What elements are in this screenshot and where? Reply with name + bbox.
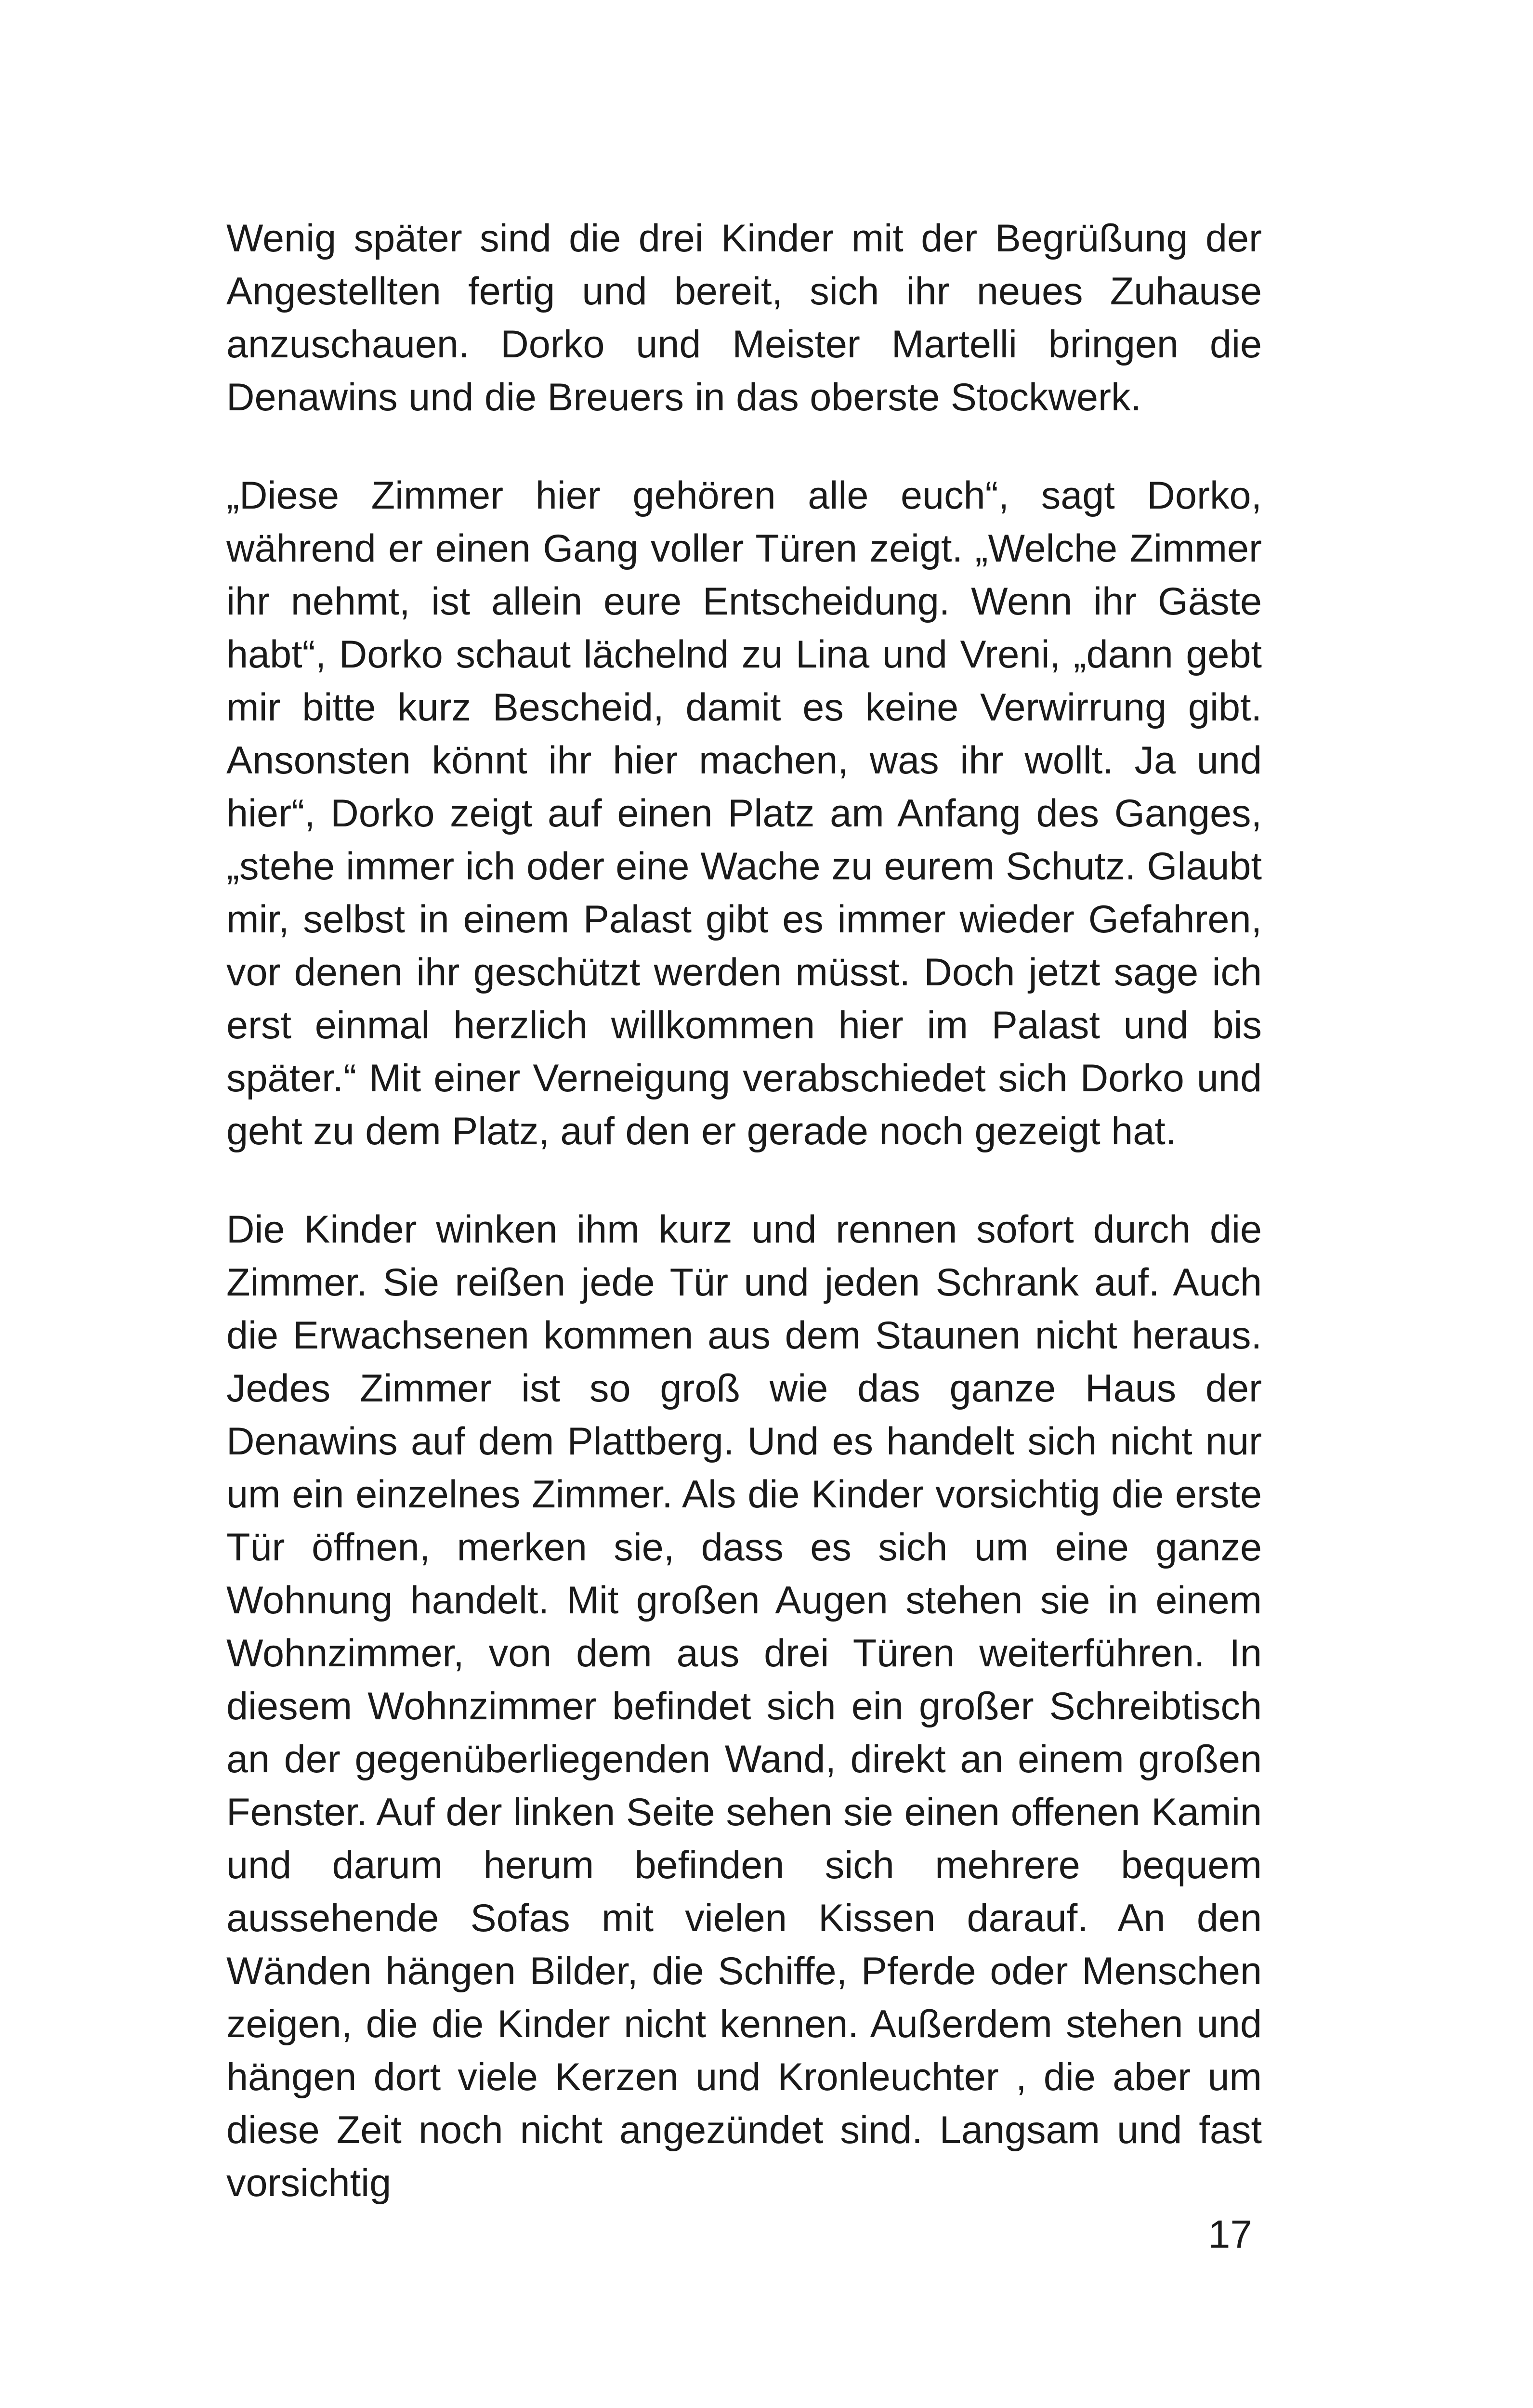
page-number: 17 [1208, 2212, 1252, 2256]
paragraph-3: Die Kinder winken ihm kurz und rennen sofort durch die Zimmer. Sie reißen jede Tür und jeden Schrank auf. Auch die Erwachsenen kommen aus dem Staunen nicht heraus. Jedes Zimmer ist so groß wie das ganze Haus der Denawins auf dem Plattberg. Und es handelt sich nicht nur um ein einzelnes Zimmer. Als die Kinder vorsichtig die erste Tür öffnen, merken sie, dass es sich um eine ganze Wohnung handelt. Mit großen Augen stehen sie in einem Wohnzimmer, von dem aus drei Türen weiterführen. In diesem Wohnzimmer befindet sich ein großer Schreibtisch an der gegenüberliegenden Wand, direkt an einem großen Fenster. Auf der linken Seite sehen sie einen offenen Kamin und darum herum befinden sich mehrere bequem aussehende Sofas mit vielen Kissen darauf. An den Wänden hängen Bilder, die Schiffe, Pferde oder Menschen zeigen, die die Kinder nicht kennen. Außerdem stehen und hängen dort viele Kerzen und Kronleuchter , die aber um diese Zeit noch nicht angezündet sind. Langsam und fast vorsichtig [226, 1208, 1262, 2205]
body-text [226, 212, 1262, 2255]
paragraph-2: „Diese Zimmer hier gehören alle euch“, sagt Dorko, während er einen Gang voller Türen zeigt. „Welche Zimmer ihr nehmt, ist allein eure Entscheidung. Wenn ihr Gäste habt“, Dorko schaut lächelnd zu Lina und Vreni, „dann gebt mir bitte kurz Bescheid, damit es keine Verwirrung gibt. Ansonsten könnt ihr hier machen, was ihr wollt. Ja und hier“, Dorko zeigt auf einen Platz am Anfang des Ganges, „stehe immer ich oder eine Wache zu eurem Schutz. Glaubt mir, selbst in einem Palast gibt es immer wieder Gefahren, vor denen ihr geschützt werden müsst. Doch jetzt sage ich erst einmal herzlich willkommen hier im Palast und bis später.“ Mit einer Verneigung verabschiedet sich Dorko und geht zu dem Platz, auf den er gerade noch gezeigt hat. [226, 474, 1262, 1153]
paragraph-1: Wenig später sind die drei Kinder mit der Begrüßung der Angestellten fertig und bereit, sich ihr neues Zuhause anzuschauen. Dorko und Meister Martelli bringen die Denawins und die Breuers in das oberste Stockwerk. [226, 217, 1262, 419]
